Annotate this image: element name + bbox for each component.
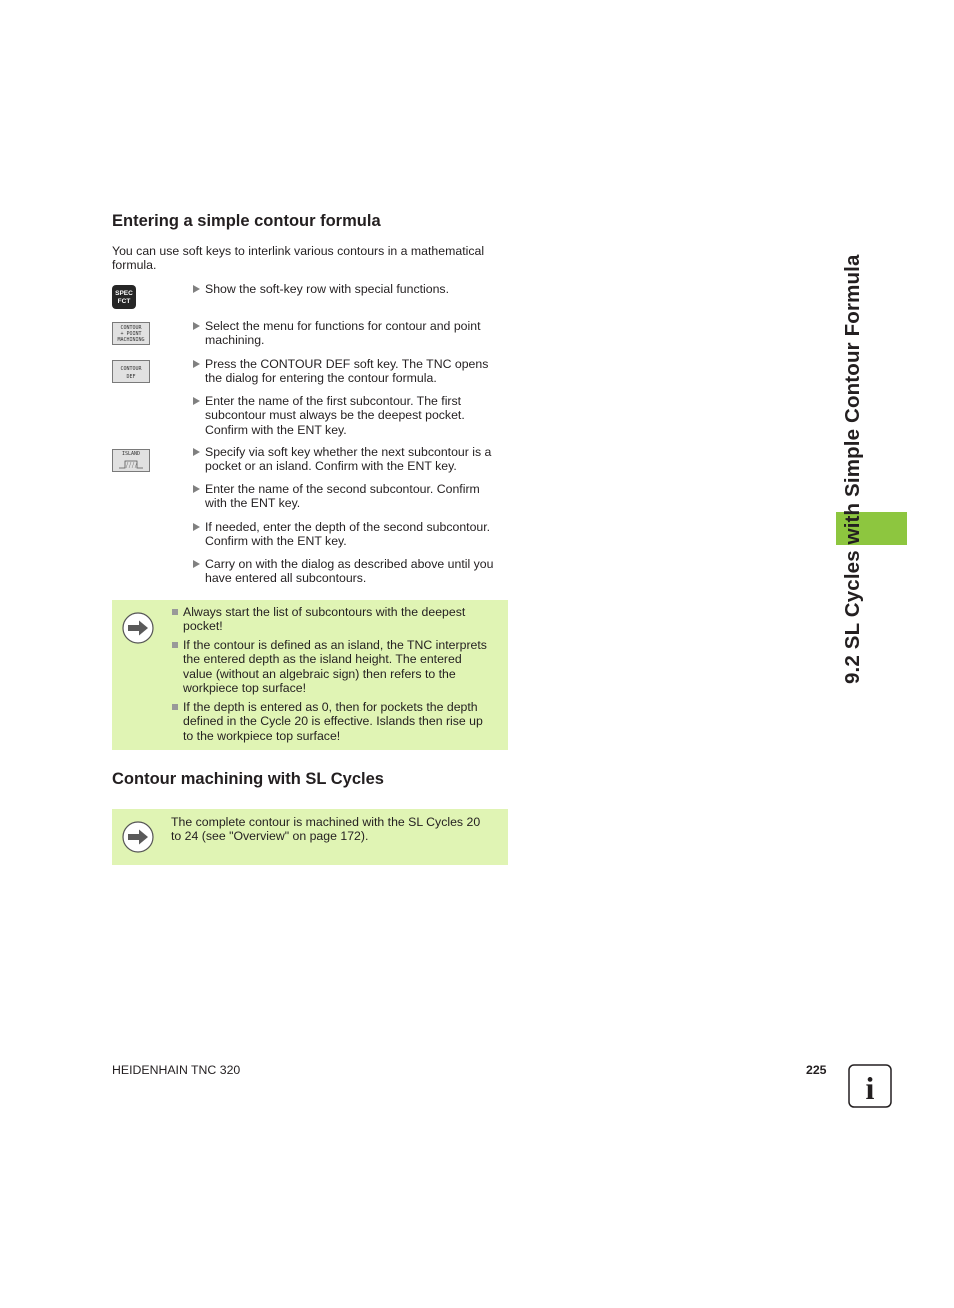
step-line: subcontour must always be the deepest pocket. xyxy=(205,408,465,423)
spec-fct-key xyxy=(112,285,136,309)
triangle-bullet-icon xyxy=(193,448,200,456)
triangle-bullet-icon xyxy=(193,397,200,405)
note-bullet xyxy=(171,700,501,743)
step-item xyxy=(193,394,511,437)
square-bullet-icon xyxy=(172,609,178,615)
step-line: Enter the name of the first subcontour. The first xyxy=(205,394,462,408)
triangle-bullet-icon xyxy=(193,360,200,368)
arrow-right-circle-icon xyxy=(122,821,154,853)
step-line: Press the CONTOUR DEF soft key. The TNC opens xyxy=(205,357,489,371)
step-line: Confirm with the ENT key. xyxy=(205,534,347,549)
key-label: + POINT xyxy=(120,331,142,337)
step-item xyxy=(193,482,511,511)
side-section-title: 9.2 SL Cycles with Simple Contour Formula xyxy=(841,254,864,684)
info-glyph: i xyxy=(865,1070,875,1106)
contour-point-machining-softkey xyxy=(112,322,150,345)
step-item xyxy=(193,520,511,549)
key-label: CONTOUR xyxy=(120,325,142,331)
step-line: Show the soft-key row with special functions. xyxy=(205,282,449,296)
note-bullet xyxy=(171,605,501,634)
intro-line: You can use soft keys to interlink various contours in a mathematical xyxy=(112,244,485,258)
bullet-line: If the depth is entered as 0, then for pockets the depth xyxy=(183,700,478,714)
triangle-bullet-icon xyxy=(193,560,200,568)
note-bullet xyxy=(171,638,501,695)
note-line: The complete contour is machined with the SL Cycles 20 xyxy=(171,815,481,829)
step-item xyxy=(193,357,511,386)
step-line: Select the menu for functions for contour and point xyxy=(205,319,481,333)
info-icon xyxy=(848,1064,892,1108)
bullet-line: to the workpiece top surface! xyxy=(183,728,341,743)
section-heading-contour-formula: Entering a simple contour formula xyxy=(112,212,381,230)
bullet-line: pocket! xyxy=(183,619,223,634)
key-label: ISLAND xyxy=(121,451,141,457)
key-label: SPEC xyxy=(115,290,133,297)
bullet-line: defined in the Cycle 20 is effective. Islands then rise up xyxy=(183,714,483,729)
step-item xyxy=(193,557,511,586)
step-line: Carry on with the dialog as described above until you xyxy=(205,557,494,571)
bullet-line: Always start the list of subcontours with the deepest xyxy=(183,605,466,619)
square-bullet-icon xyxy=(172,642,178,648)
step-line: the dialog for entering the contour formula. xyxy=(205,371,437,386)
note-text xyxy=(171,815,501,844)
bullet-line: value (without an algebraic sign) then refers to the xyxy=(183,666,456,681)
island-softkey xyxy=(112,449,150,472)
triangle-bullet-icon xyxy=(193,322,200,330)
bullet-line: the entered depth as the island height. The entered xyxy=(183,652,462,667)
step-line: have entered all subcontours. xyxy=(205,571,367,586)
triangle-bullet-icon xyxy=(193,485,200,493)
step-item xyxy=(193,282,511,296)
key-label: FCT xyxy=(117,297,131,305)
step-line: Confirm with the ENT key. xyxy=(205,422,347,437)
step-line: If needed, enter the depth of the second subcontour. xyxy=(205,520,491,534)
step-item xyxy=(193,319,511,348)
page-number: 225 xyxy=(806,1063,827,1077)
island-symbol-icon xyxy=(117,458,145,470)
bullet-line: If the contour is defined as an island, the TNC interprets xyxy=(183,638,487,652)
square-bullet-icon xyxy=(172,704,178,710)
note-line: to 24 (see "Overview" on page 172). xyxy=(171,829,369,844)
key-label: MACHINING xyxy=(117,337,145,343)
step-line: Enter the name of the second subcontour. Confirm xyxy=(205,482,480,496)
footer-manual-name: HEIDENHAIN TNC 320 xyxy=(112,1063,241,1077)
step-line: with the ENT key. xyxy=(205,496,301,511)
step-line: machining. xyxy=(205,333,265,348)
step-line: Specify via soft key whether the next subcontour is a xyxy=(205,445,492,459)
triangle-bullet-icon xyxy=(193,285,200,293)
step-item xyxy=(193,445,511,474)
contour-def-softkey xyxy=(112,360,150,383)
bullet-line: workpiece top surface! xyxy=(183,680,307,695)
intro-paragraph xyxy=(112,244,512,273)
triangle-bullet-icon xyxy=(193,523,200,531)
section-heading-sl-cycles: Contour machining with SL Cycles xyxy=(112,770,384,788)
intro-line: formula. xyxy=(112,258,157,273)
arrow-right-circle-icon xyxy=(122,612,154,644)
key-label: DEF xyxy=(126,374,136,380)
step-line: pocket or an island. Confirm with the ENT key. xyxy=(205,459,457,474)
key-label: CONTOUR xyxy=(120,366,142,372)
